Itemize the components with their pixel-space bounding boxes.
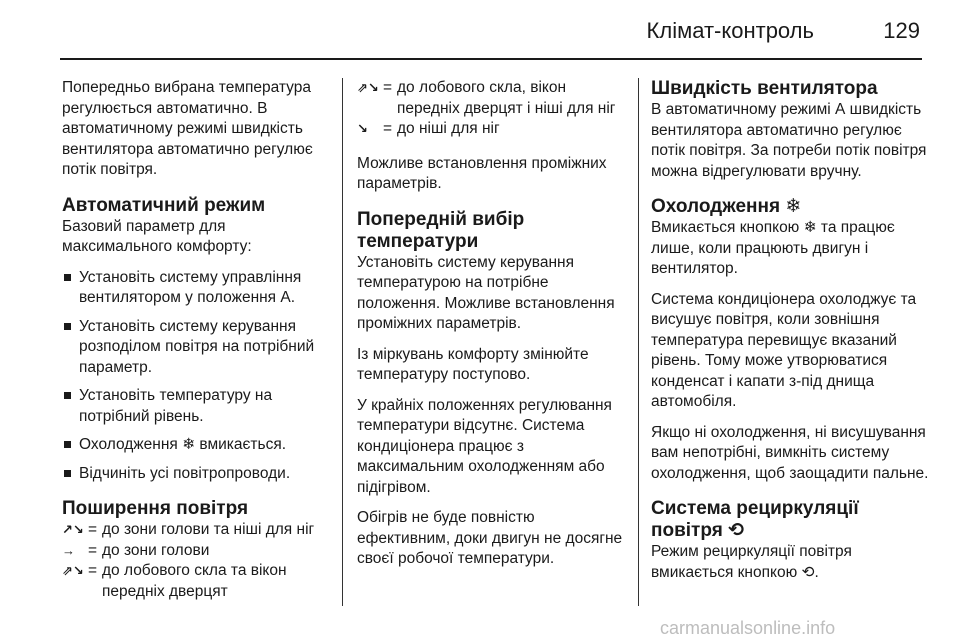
air-distribution-row	[62, 520, 330, 541]
cooling-heading: Охолодження ❄	[651, 196, 802, 217]
air-distribution-row	[357, 119, 629, 140]
bullet-item: Установіть температуру на потрібний рівень.	[62, 386, 330, 427]
temperature-paragraph: Обігрів не буде повністю ефективним, доки двигун не досягне своєї робочої температури.	[357, 509, 623, 567]
fan-speed-text: В автоматичному режимі А швидкість вентилятора автоматично регулює потік повітря. За потреби потік повітря можна відрегулювати вручну.	[651, 101, 927, 180]
equals-sign: =	[383, 120, 393, 137]
column-2	[357, 78, 629, 580]
recirculation-heading: Система рециркуляції повітря ⟲	[651, 498, 859, 541]
recirculation-text: Режим рециркуляції повітря вмикається кнопкою ⟲.	[651, 543, 852, 581]
column-1	[62, 78, 330, 602]
fan-speed-heading: Швидкість вентилятора	[651, 78, 878, 99]
cooling-paragraph: Вмикається кнопкою ❄ та працює лише, коли працюють двигун і вентилятор.	[651, 219, 895, 277]
column-divider	[638, 78, 639, 606]
bullet-item: Відчиніть усі повітропроводи.	[62, 464, 330, 485]
air-distribution-text: до зони голови	[102, 541, 210, 559]
air-distribution-text: до ніші для ніг	[397, 120, 500, 137]
air-distribution-row	[357, 78, 629, 119]
column-3	[651, 78, 931, 593]
intermediate-settings-text: Можливе встановлення проміжних параметрів.	[357, 154, 607, 192]
page-number: 129	[883, 18, 920, 43]
header-rule	[60, 58, 922, 60]
temperature-paragraph: Установіть систему керування температурою на потрібне положення. Можливе встановлення проміжних параметрів.	[357, 253, 615, 332]
equals-sign: =	[88, 562, 98, 579]
temperature-paragraph: Із міркувань комфорту змінюйте температуру поступово.	[357, 345, 589, 383]
equals-sign: =	[383, 79, 393, 96]
airflow-windscreen-icon: ⇗↘	[62, 563, 84, 578]
equals-sign: =	[88, 541, 98, 559]
airflow-feet-icon: ↘	[357, 121, 368, 136]
cooling-paragraph: Система кондиціонера охолоджує та висушує повітря, коли зовнішня температура перевищує вказаний рівень. Тому може утворюватися конденсат і капати з-під днища автомобіля.	[651, 290, 917, 410]
air-distribution-row	[62, 541, 330, 562]
air-distribution-text: до зони голови та ніші для ніг	[102, 521, 315, 538]
auto-mode-heading: Автоматичний режим	[62, 194, 266, 216]
column-divider	[342, 78, 343, 606]
cooling-paragraph: Якщо ні охолодження, ні висушування вам непотрібні, вимкніть систему охолодження, щоб заощадити пальне.	[651, 423, 929, 482]
auto-mode-text: Базовий параметр для максимального комфорту:	[62, 217, 252, 255]
bullet-item: Установіть систему управління вентилятором у положення А.	[62, 268, 330, 309]
air-distribution-heading: Поширення повітря	[62, 498, 249, 519]
bullet-item: Охолодження ❄ вмикається.	[62, 435, 330, 456]
airflow-windscreen-feet-icon: ⇗↘	[357, 80, 379, 95]
intro-paragraph: Попередньо вибрана температура регулюється автоматично. В автоматичному режимі швидкість вентилятора автоматично регулює потік повітря.	[62, 79, 313, 178]
bullet-item: Установіть систему керування розподілом повітря на потрібний параметр.	[62, 317, 330, 379]
air-distribution-text: до лобового скла, вікон передніх дверцят і ніші для ніг	[397, 79, 616, 117]
air-distribution-text: до лобового скла та вікон передніх дверцят	[102, 562, 287, 600]
watermark: carmanualsonline.info	[660, 618, 836, 638]
header-title: Клімат-контроль	[646, 18, 814, 43]
air-distribution-row	[62, 561, 330, 602]
airflow-head-feet-icon: ↗↘	[62, 522, 84, 537]
airflow-head-icon: →	[62, 542, 75, 558]
temperature-preselect-heading: Попередній вибір температури	[357, 208, 525, 252]
temperature-paragraph: У крайніх положеннях регулювання температури відсутнє. Система кондиціонера працює з максимальним охолодженням або підігрівом.	[357, 396, 612, 496]
equals-sign: =	[88, 521, 98, 538]
